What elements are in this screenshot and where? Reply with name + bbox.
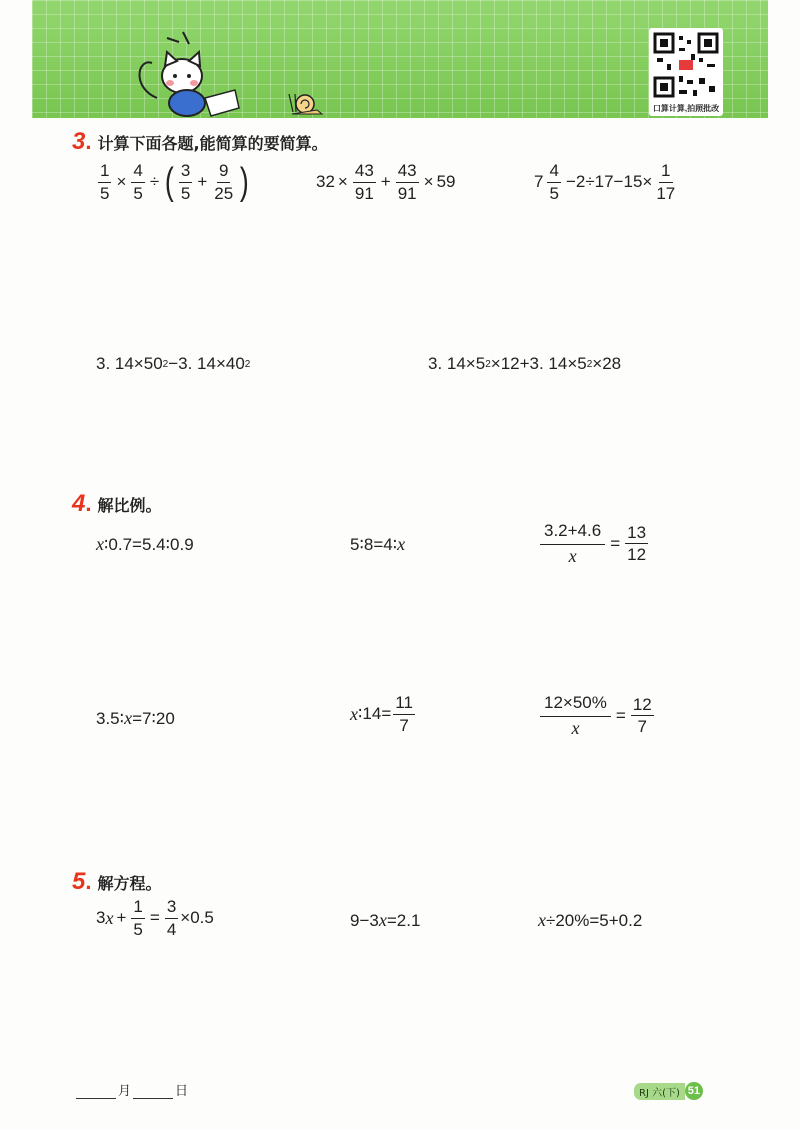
problem-4-5: x ∶14= $\frac{11}{7}$ xyxy=(350,693,413,735)
problem-4-6: $\frac{12\times 50\%}{x}$ = $\frac{12}{7}$ xyxy=(538,694,656,738)
day-label: 日 xyxy=(175,1084,189,1099)
book-label: RJ 六(下) xyxy=(634,1083,685,1100)
problem-3-3: 7 $\frac{4}{5}$ −2÷17−15× $\frac{1}{17}$ xyxy=(534,161,676,203)
problem-5-3: x ÷20%=5+0.2 xyxy=(538,910,643,930)
month-label: 月 xyxy=(118,1084,132,1099)
fraction: $\frac{1}{5}$ xyxy=(100,161,110,203)
section-number: 4 xyxy=(72,490,86,517)
section-text: 解方程。 xyxy=(97,874,162,893)
fraction: $\frac{1}{17}$ xyxy=(656,161,676,203)
problem-4-2: 5∶8=4∶ x xyxy=(350,534,406,554)
section-dot: . xyxy=(85,491,92,516)
section-dot: . xyxy=(85,869,92,894)
problem-3-5: 3. 14×5 2 ×12+3. 14×5 2 ×28 xyxy=(428,354,622,373)
month-blank[interactable] xyxy=(76,1086,116,1099)
problem-3-1: $\frac{1}{5}$ × $\frac{4}{5}$ ÷ ( $\frac{3}{5}$ + $\frac{9}{25}$ ) xyxy=(100,161,249,204)
section-5-title xyxy=(72,868,162,896)
fraction: $\frac{4}{5}$ xyxy=(133,161,143,203)
qr-caption: 口算计算,拍照批改 xyxy=(652,104,720,113)
day-blank[interactable] xyxy=(133,1086,173,1099)
fraction: $\frac{4}{5}$ xyxy=(549,161,559,203)
page-footer xyxy=(634,1082,703,1100)
problem-4-3: $\frac{3.2+4.6}{x}$ = $\frac{13}{12}$ xyxy=(538,522,650,566)
problem-4-4: 3.5∶ x =7∶20 xyxy=(96,708,175,728)
fraction: $\frac{13}{12}$ xyxy=(627,522,647,565)
section-4-title xyxy=(72,490,162,518)
problem-5-2: 9−3 x =2.1 xyxy=(350,910,421,930)
page-number: 51 xyxy=(685,1082,703,1100)
section-text: 解比例。 xyxy=(97,496,162,515)
section-number: 5 xyxy=(72,868,86,895)
section-3-title xyxy=(72,128,328,156)
fraction: $\frac{12\times 50\%}{x}$ xyxy=(540,694,611,738)
fraction: $\frac{43}{91}$ xyxy=(354,161,374,203)
fraction: $\frac{3}{4}$ xyxy=(166,897,177,939)
fraction: $\frac{43}{91}$ xyxy=(397,161,417,203)
fraction: $\frac{3.2+4.6}{x}$ xyxy=(540,522,605,566)
section-number: 3 xyxy=(72,128,86,155)
fraction: $\frac{9}{25}$ xyxy=(214,161,234,203)
qr-code[interactable] xyxy=(649,28,723,116)
fraction: $\frac{1}{5}$ xyxy=(133,897,143,939)
section-text: 计算下面各题,能简算的要简算。 xyxy=(97,134,328,153)
problem-5-1: 3 x + $\frac{1}{5}$ = $\frac{3}{4}$ ×0.5 xyxy=(96,897,214,939)
date-field xyxy=(74,1080,188,1099)
fraction: $\frac{3}{5}$ xyxy=(180,161,191,203)
fraction: $\frac{12}{7}$ xyxy=(632,694,652,737)
cat-illustration xyxy=(127,28,337,118)
problem-4-1: x ∶0.7=5.4∶0.9 xyxy=(96,534,194,554)
problem-3-4: 3. 14×50 2 −3. 14×40 2 xyxy=(96,354,251,373)
qr-code-icon xyxy=(649,28,723,102)
header-banner xyxy=(32,0,768,118)
problem-3-2: 32 × $\frac{43}{91}$ + $\frac{43}{91}$ × 59 xyxy=(316,161,456,203)
fraction: $\frac{11}{7}$ xyxy=(395,693,413,735)
section-dot: . xyxy=(85,129,92,154)
